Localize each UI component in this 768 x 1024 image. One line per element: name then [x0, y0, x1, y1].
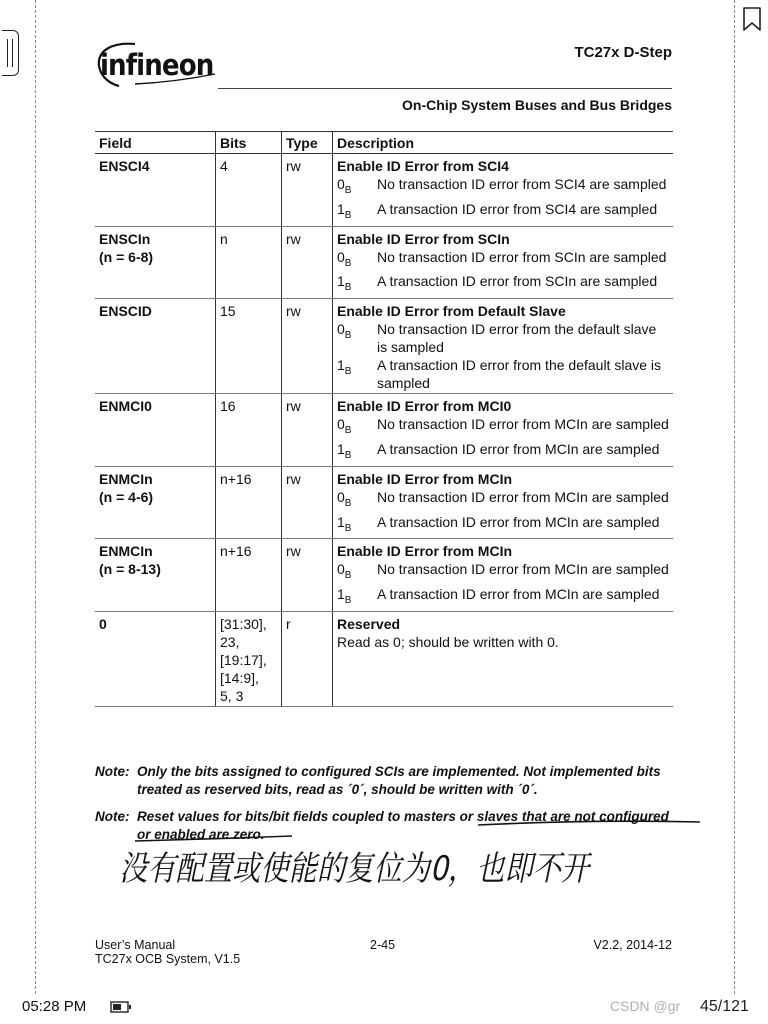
type-cell: rw	[282, 226, 333, 299]
encoding-1: $1_B$ A transaction ID error from MCIn are sampled	[337, 513, 669, 538]
bits-cell: 4	[216, 154, 282, 227]
encoding-0: $0_B$ No transaction ID error from SCIn are sampled	[337, 248, 669, 273]
field-range: (n = 4-6)	[99, 488, 154, 505]
col-header-bits: Bits	[216, 132, 282, 154]
encoding-text: No transaction ID error from the default slave is sampled	[377, 321, 657, 356]
col-header-field: Field	[95, 132, 216, 154]
section-title: On-Chip System Buses and Bus Bridges	[402, 97, 672, 113]
bits-cell: [31:30], 23, [19:17], [14:9], 5, 3	[216, 611, 282, 706]
encoding-text: No transaction ID error from MCIn are sampled	[377, 416, 669, 433]
type-cell: rw	[282, 466, 333, 539]
footer-doc-version: V2.2, 2014-12	[593, 938, 672, 952]
logo-wordmark: infineon	[100, 48, 214, 82]
encoding-text: A transaction ID error from MCIn are sampled	[377, 513, 660, 530]
encoding-0: $0_B$ No transaction ID error from MCIn are sampled	[337, 488, 669, 513]
note-label: Note:	[95, 764, 130, 779]
note-text: Reset values for bits/bit fields coupled to masters or slaves that are not configured or enabled are zero.	[137, 809, 669, 842]
encoding-1: $1_B$ A transaction ID error from SCIn are sampled	[337, 272, 669, 297]
encoding-1: $1_B$ A transaction ID error from MCIn are sampled	[337, 440, 669, 465]
encoding-1: $1_B$ A transaction ID error from the default slave is sampled	[337, 356, 669, 392]
encoding-text: No transaction ID error from SCIn are sampled	[377, 248, 667, 265]
encoding-text: No transaction ID error from MCIn are sampled	[377, 488, 669, 505]
handwritten-annotation-text: 没有配置或使能的复位为0，也即不开	[117, 849, 692, 889]
encoding-0: $0_B$ No transaction ID error from the default slave is sampled	[337, 320, 669, 356]
field-name: ENMCIn	[99, 543, 153, 560]
bits-cell: 15	[216, 299, 282, 394]
note-label: Note:	[95, 809, 130, 824]
field-name: 0	[99, 615, 107, 632]
encoding-0: $0_B$ No transaction ID error from SCI4 are sampled	[337, 175, 669, 200]
status-time: 05:28 PM	[22, 998, 87, 1015]
description-title: Enable ID Error from SCI4	[337, 158, 509, 174]
document-title: TC27x D-Step	[574, 44, 672, 61]
page-counter[interactable]: 45/121	[700, 998, 749, 1015]
footer-version: TC27x OCB System, V1.5	[95, 952, 241, 966]
description-title: Reserved	[337, 615, 401, 632]
field-name: ENSCIn	[99, 230, 151, 247]
bits-cell: n	[216, 226, 282, 299]
footer-left	[95, 938, 240, 966]
description-title: Enable ID Error from MCIn	[337, 470, 513, 487]
encoding-0: $0_B$ No transaction ID error from MCIn are sampled	[337, 415, 669, 440]
description-title: Enable ID Error from MCI0	[337, 398, 512, 415]
bits-cell: 16	[216, 394, 282, 467]
description-text: Read as 0; should be written with 0.	[337, 633, 559, 650]
bits-cell: n+16	[216, 539, 282, 612]
field-name: ENSCI4	[99, 158, 150, 174]
encoding-1: $1_B$ A transaction ID error from SCI4 are sampled	[337, 200, 669, 225]
bits-cell: n+16	[216, 466, 282, 539]
description-title: Enable ID Error from MCIn	[337, 543, 513, 560]
col-header-type: Type	[282, 132, 333, 154]
description-title: Enable ID Error from SCIn	[337, 230, 510, 247]
encoding-text: No transaction ID error from SCI4 are sampled	[377, 176, 667, 192]
col-header-description: Description	[333, 132, 674, 154]
handwritten-annotation	[117, 838, 692, 898]
page-number: 2-45	[370, 938, 396, 952]
encoding-0: $0_B$ No transaction ID error from MCIn are sampled	[337, 560, 669, 585]
footer-manual: User’s Manual	[95, 938, 176, 952]
encoding-1: $1_B$ A transaction ID error from MCIn are sampled	[337, 585, 669, 610]
watermark: CSDN @gr	[610, 998, 681, 1014]
field-range: (n = 8-13)	[99, 561, 161, 578]
field-name: ENMCIn	[99, 470, 153, 487]
battery-icon	[110, 1001, 132, 1013]
description-title: Enable ID Error from Default Slave	[337, 303, 566, 320]
encoding-text: A transaction ID error from SCI4 are sampled	[377, 200, 658, 217]
encoding-text: A transaction ID error from MCIn are sampled	[377, 440, 660, 457]
field-range: (n = 6-8)	[99, 248, 154, 265]
field-name: ENMCI0	[99, 398, 152, 415]
note-text: Only the bits assigned to configured SCIs are implemented. Not implemented bits treated as reserved bits, read as ´0´, should be written with ´0´.	[137, 764, 661, 797]
encoding-text: A transaction ID error from MCIn are sampled	[377, 586, 660, 603]
type-cell: rw	[282, 299, 333, 394]
encoding-text: A transaction ID error from the default slave is sampled	[377, 357, 662, 392]
type-cell: r	[282, 611, 333, 706]
type-cell: rw	[282, 539, 333, 612]
encoding-text: A transaction ID error from SCIn are sampled	[377, 273, 658, 290]
type-cell: rw	[282, 394, 333, 467]
encoding-text: No transaction ID error from MCIn are sampled	[377, 561, 669, 578]
type-cell: rw	[282, 154, 333, 227]
field-name: ENSCID	[99, 303, 152, 320]
